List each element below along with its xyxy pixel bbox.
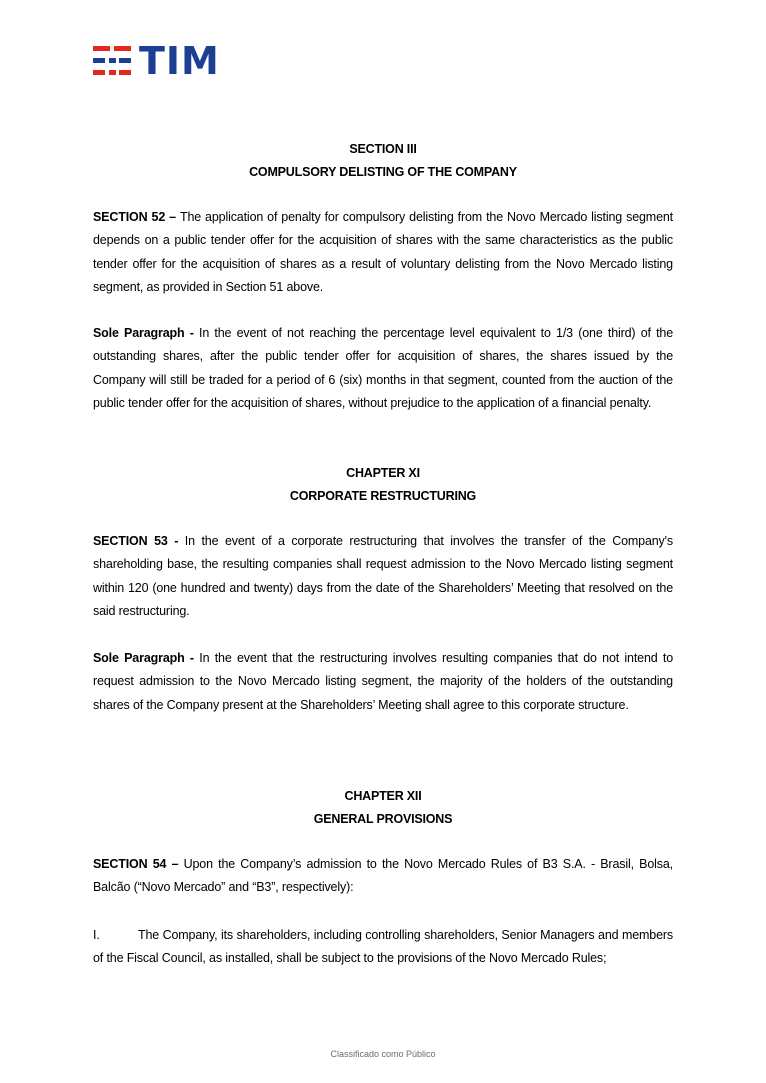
sole-paragraph-1 [93, 322, 673, 416]
section-iii-title: SECTION III [349, 142, 417, 156]
chapter-xii-title: CHAPTER XII [344, 789, 422, 803]
section-54-label: SECTION 54 [93, 857, 167, 871]
chapter-xi-subtitle: CORPORATE RESTRUCTURING [289, 489, 477, 503]
section-54-text: Upon the Company’s admission to the Novo Mercado Rules of B3 S.A. - Brasil, Bolsa, Balcão (“Novo Mercado” and “B3”, respectively): [93, 857, 673, 895]
tim-logo-text: TIM [139, 39, 220, 83]
section-53-label: SECTION 53 - [93, 534, 179, 548]
chapter-xii-subtitle: GENERAL PROVISIONS [313, 812, 453, 826]
item-i-text: The Company, its shareholders, including controlling shareholders, Senior Managers and members of the Fiscal Council, as installed, shall be subject to the provisions of the Novo Mercado Rules; [93, 928, 673, 966]
section-53-paragraph [93, 530, 673, 624]
chapter-xi-title: CHAPTER XI [346, 466, 420, 480]
section-53-text: In the event of a corporate restructuring that involves the transfer of the Company's shareholding base, the resulting companies shall request admission to the Novo Mercado listing segment within 120 (one hundred and twenty) days from the date of the Shareholders’ Meeting that resolved on the said restructuring. [93, 534, 673, 619]
sole-paragraph-1-label: Sole Paragraph - [93, 326, 194, 340]
sole-paragraph-2 [93, 647, 673, 717]
section-52-text: The application of penalty for compulsory delisting from the Novo Mercado listing segment depends on a public tender offer for the acquisition of shares with the same characteristics as the public tender offer for the acquisition of shares as a result of voluntary delisting from the Novo Mercado listing segment, as provided in Section 51 above. [93, 210, 673, 295]
classification-footer: Classificado como Público [330, 1049, 436, 1059]
section-52-paragraph: SECTION 52 – The application of penalty for compulsory delisting from the Novo Mercado listing segment depends on a public tender offer for the acquisition of shares with the same characteristics as the public tender offer for the acquisition of shares as a result of voluntary delisting from the Novo Mercado listing segment, as provided in Section 51 above. [93, 210, 673, 295]
sole-paragraph-2-label: Sole Paragraph - [93, 651, 194, 665]
section-54-paragraph: SECTION 54 – Upon the Company’s admission to the Novo Mercado Rules of B3 S.A. - Brasil, Bolsa, Balcão (“Novo Mercado” and “B3”, respectively): [93, 857, 673, 895]
sole-paragraph-1-text: In the event of not reaching the percentage level equivalent to 1/3 (one third) of the outstanding shares, after the public tender offer for acquisition of shares, the shares issued by the Company will still be traded for a period of 6 (six) months in that segment, counted from the auction of the public tender offer for the acquisition of shares, without prejudice to the application of a financial penalty. [93, 326, 674, 411]
section-52-label: SECTION 52 [93, 210, 166, 224]
section-iii-subtitle: COMPULSORY DELISTING OF THE COMPANY [249, 165, 517, 179]
sole-paragraph-2-text: In the event that the restructuring involves resulting companies that do not intend to request admission to the Novo Mercado listing segment, the majority of the holders of the outstanding shares of the Company present at the Shareholders’ Meeting shall agree to this corporate structure. [93, 651, 673, 712]
item-i-paragraph [93, 924, 673, 971]
tim-logo-icon [93, 44, 133, 78]
item-i-label: I. [93, 928, 100, 942]
